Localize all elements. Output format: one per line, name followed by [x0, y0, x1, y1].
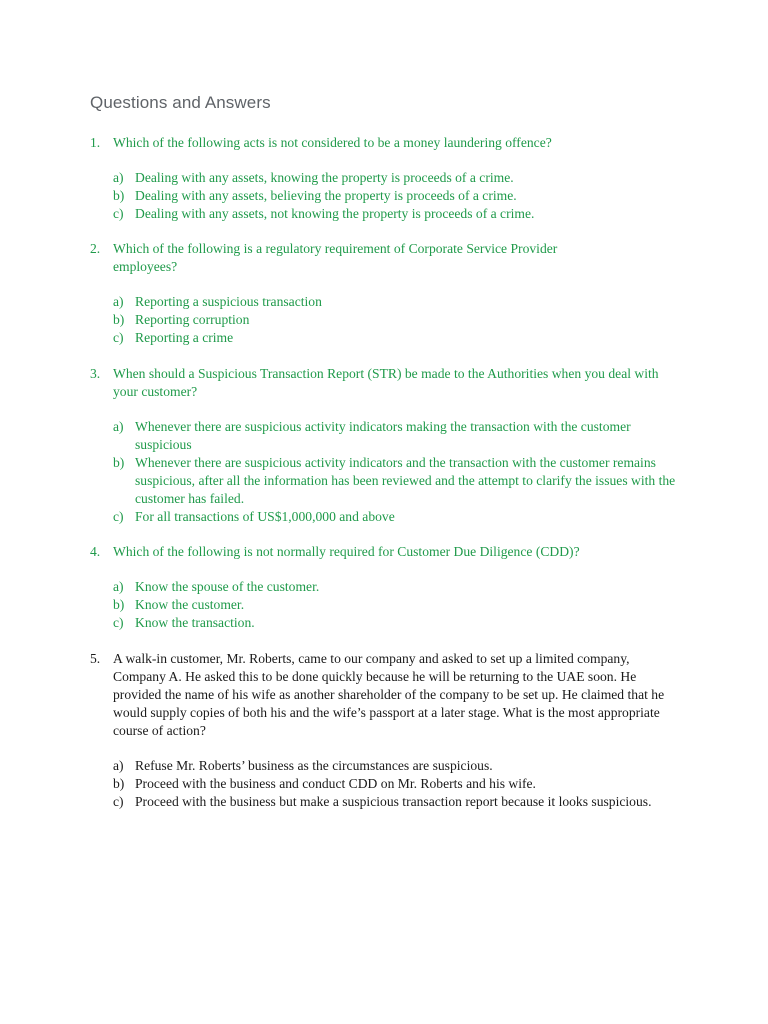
question-number: 4. [90, 544, 101, 559]
question-text: A walk-in customer, Mr. Roberts, came to our company and asked to set up a limited company, Company A. He asked this to be done quickly because he will be returning to the UAE soon. He provided the name of his wife as another shareholder of the company to be set up. He claimed that he would supply copies of both his and the wife’s passport at a later stage. What is the most appropriate course of action? [113, 651, 665, 738]
option-letter: a) [113, 170, 124, 185]
option-c [113, 329, 620, 347]
option-b [113, 775, 684, 793]
option-letter: a) [113, 294, 124, 309]
option-a [113, 757, 684, 775]
option-a [113, 578, 650, 596]
option-c [113, 508, 680, 526]
question-number: 3. [90, 366, 101, 381]
question-4 [90, 543, 650, 632]
option-text: Whenever there are suspicious activity indicators making the transaction with the customer suspicious [135, 419, 631, 452]
option-letter: c) [113, 615, 124, 630]
option-b [113, 596, 650, 614]
option-c [113, 614, 650, 632]
option-text: Reporting corruption [135, 312, 250, 327]
option-letter: c) [113, 794, 124, 809]
option-b [113, 187, 610, 205]
option-list [113, 578, 650, 632]
option-letter: b) [113, 776, 125, 791]
option-a [113, 293, 620, 311]
option-text: Whenever there are suspicious activity indicators and the transaction with the customer remains suspicious, after all the information has been reviewed and the attempt to clarify the issues with the customer has failed. [135, 455, 676, 506]
option-letter: a) [113, 419, 124, 434]
option-b [113, 454, 680, 508]
question-number: 5. [90, 651, 101, 666]
option-text: Proceed with the business but make a suspicious transaction report because it looks suspicious. [135, 794, 652, 809]
question-2 [90, 240, 620, 347]
question-1 [90, 134, 610, 223]
question-number: 2. [90, 241, 101, 256]
option-text: Reporting a suspicious transaction [135, 294, 322, 309]
option-letter: c) [113, 330, 124, 345]
option-text: Proceed with the business and conduct CDD on Mr. Roberts and his wife. [135, 776, 536, 791]
question-text: Which of the following is not normally required for Customer Due Diligence (CDD)? [113, 544, 580, 559]
option-text: Know the transaction. [135, 615, 255, 630]
option-b [113, 311, 620, 329]
option-text: Dealing with any assets, believing the property is proceeds of a crime. [135, 188, 517, 203]
option-list [113, 293, 620, 347]
option-list [113, 418, 680, 526]
option-list [113, 757, 684, 811]
question-5 [90, 650, 684, 811]
question-text: When should a Suspicious Transaction Report (STR) be made to the Authorities when you deal with your customer? [113, 366, 659, 399]
option-text: Refuse Mr. Roberts’ business as the circumstances are suspicious. [135, 758, 493, 773]
option-list [113, 169, 610, 223]
question-text: Which of the following acts is not considered to be a money laundering offence? [113, 135, 552, 150]
option-letter: b) [113, 188, 125, 203]
option-letter: c) [113, 206, 124, 221]
option-text: Reporting a crime [135, 330, 234, 345]
option-letter: a) [113, 579, 124, 594]
option-letter: c) [113, 509, 124, 524]
option-a [113, 169, 610, 187]
option-c [113, 205, 610, 223]
option-text: For all transactions of US$1,000,000 and above [135, 509, 395, 524]
question-text: Which of the following is a regulatory requirement of Corporate Service Provider employees? [113, 241, 558, 274]
option-text: Know the spouse of the customer. [135, 579, 320, 594]
page-title: Questions and Answers [90, 93, 271, 112]
option-text: Dealing with any assets, not knowing the property is proceeds of a crime. [135, 206, 535, 221]
question-3 [90, 365, 680, 526]
option-a [113, 418, 680, 454]
option-c [113, 793, 684, 811]
option-letter: b) [113, 312, 125, 327]
option-letter: a) [113, 758, 124, 773]
option-letter: b) [113, 455, 125, 470]
option-text: Know the customer. [135, 597, 245, 612]
question-number: 1. [90, 135, 101, 150]
option-letter: b) [113, 597, 125, 612]
option-text: Dealing with any assets, knowing the property is proceeds of a crime. [135, 170, 514, 185]
